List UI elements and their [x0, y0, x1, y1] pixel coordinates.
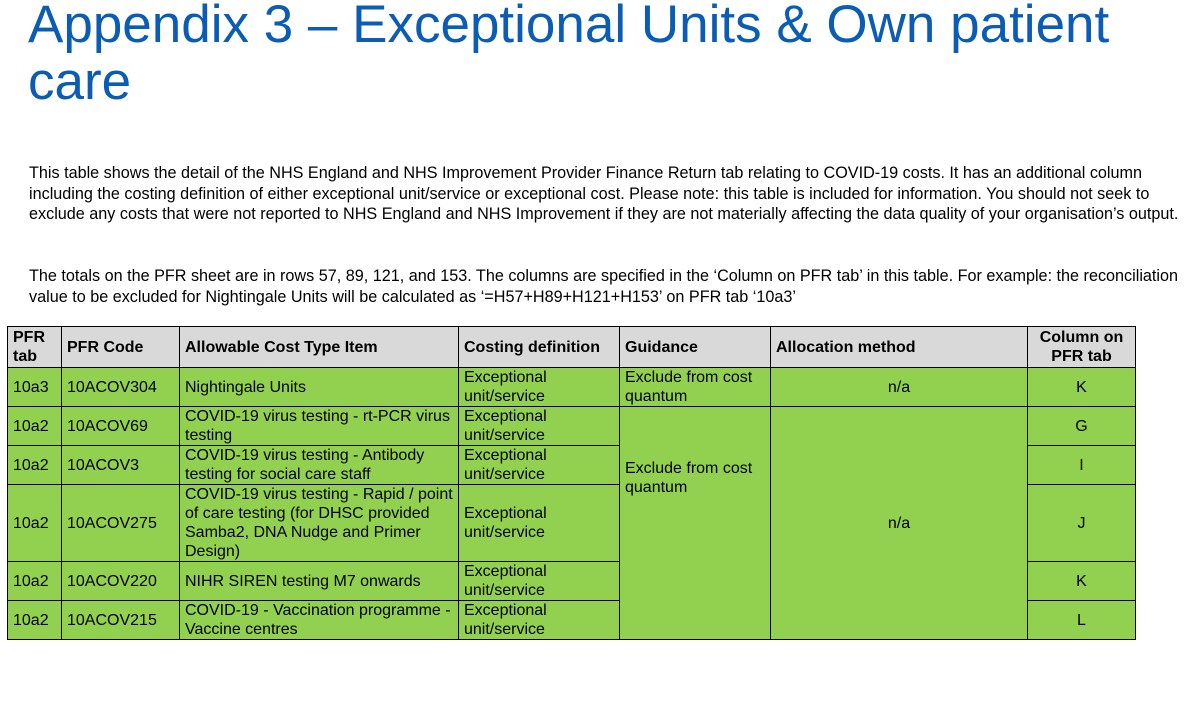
cell-pfr-tab: 10a2: [8, 407, 62, 446]
guidance-text: Exclude from cost quantum: [625, 460, 753, 496]
cell-cost-type-item: COVID-19 virus testing - Rapid / point of care testing (for DHSC provided Samba2, DNA Nudge and Primer Design): [180, 485, 459, 562]
cell-column-on-pfr-tab: I: [1028, 446, 1136, 485]
cell-cost-type-item: COVID-19 virus testing - rt-PCR virus testing: [180, 407, 459, 446]
header-column-on-pfr-tab: Column on PFR tab: [1028, 327, 1136, 368]
cell-column-on-pfr-tab: K: [1028, 368, 1136, 407]
cell-cost-type-item: Nightingale Units: [180, 368, 459, 407]
cell-costing-definition: Exceptional unit/service: [459, 601, 620, 640]
cell-column-on-pfr-tab: L: [1028, 601, 1136, 640]
cell-pfr-code: 10ACOV220: [62, 562, 180, 601]
cell-pfr-tab: 10a2: [8, 485, 62, 562]
header-cost-type-item: Allowable Cost Type Item: [180, 327, 459, 368]
cell-guidance-merged: [620, 407, 771, 640]
table-row: [8, 368, 1136, 407]
cell-costing-definition: Exceptional unit/service: [459, 485, 620, 562]
totals-paragraph: The totals on the PFR sheet are in rows 57, 89, 121, and 153. The columns are specified in the ‘Column on PFR tab’ in this table. For example: the reconciliation value to be excluded for Nightingale Units will be calculated as ‘=H57+H89+H121+H153’ on PFR tab ‘10a3’: [29, 267, 1179, 306]
cell-allocation-method-merged: n/a: [771, 407, 1028, 640]
cell-pfr-tab: 10a2: [8, 601, 62, 640]
cell-costing-definition: Exceptional unit/service: [459, 562, 620, 601]
cell-pfr-tab: 10a3: [8, 368, 62, 407]
cell-column-on-pfr-tab: K: [1028, 562, 1136, 601]
cell-costing-definition: Exceptional unit/service: [459, 368, 620, 407]
cell-allocation-method: n/a: [771, 368, 1028, 407]
cell-cost-type-item: NIHR SIREN testing M7 onwards: [180, 562, 459, 601]
cell-pfr-code: 10ACOV215: [62, 601, 180, 640]
cell-guidance: Exclude from cost quantum: [620, 368, 771, 407]
cell-cost-type-item: COVID-19 virus testing - Antibody testing for social care staff: [180, 446, 459, 485]
page-title: Appendix 3 – Exceptional Units & Own patient care: [28, 0, 1110, 111]
cell-pfr-code: 10ACOV275: [62, 485, 180, 562]
header-pfr-code: PFR Code: [62, 327, 180, 368]
cell-pfr-code: 10ACOV3: [62, 446, 180, 485]
cell-pfr-code: 10ACOV69: [62, 407, 180, 446]
cell-pfr-code: 10ACOV304: [62, 368, 180, 407]
cell-costing-definition: Exceptional unit/service: [459, 446, 620, 485]
cell-cost-type-item: COVID-19 - Vaccination programme - Vaccine centres: [180, 601, 459, 640]
header-allocation-method: Allocation method: [771, 327, 1028, 368]
cell-column-on-pfr-tab: J: [1028, 485, 1136, 562]
intro-paragraph: This table shows the detail of the NHS England and NHS Improvement Provider Finance Return tab relating to COVID-19 costs. It has an additional column including the costing definition of either exceptional unit/service or exceptional cost. Please note: this table is included for information. You should not seek to exclude any costs that were not reported to NHS England and NHS Improvement if they are not materially affecting the data quality of your organisation’s output.: [29, 164, 1179, 223]
pfr-table: [7, 326, 1136, 640]
header-costing-definition: Costing definition: [459, 327, 620, 368]
cell-costing-definition: Exceptional unit/service: [459, 407, 620, 446]
header-guidance: Guidance: [620, 327, 771, 368]
cell-column-on-pfr-tab: G: [1028, 407, 1136, 446]
table-row: [8, 407, 1136, 446]
cell-pfr-tab: 10a2: [8, 562, 62, 601]
table-header-row: [8, 327, 1136, 368]
cell-pfr-tab: 10a2: [8, 446, 62, 485]
header-pfr-tab: PFR tab: [8, 327, 62, 368]
